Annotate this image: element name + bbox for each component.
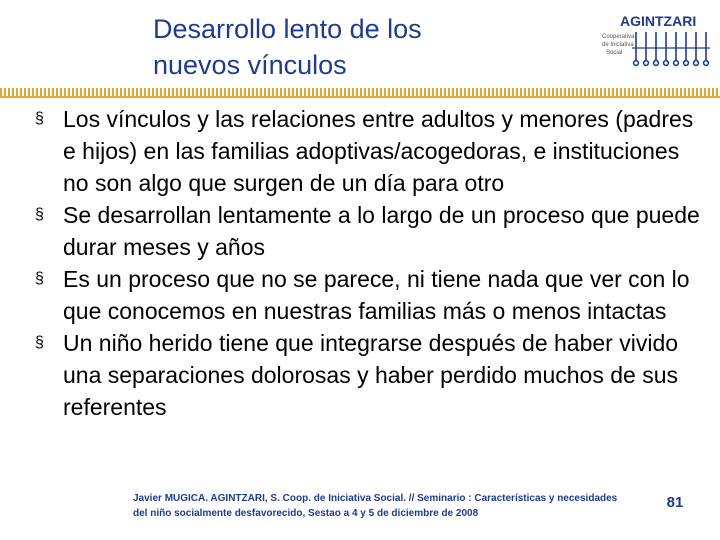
agintzari-logo <box>598 8 716 74</box>
footer-citation: Javier MUGICA. AGINTZARI, S. Coop. de Iniciativa Social. // Seminario : Características y necesidades del niño socialmente desfavorecido, Sestao a 4 y 5 de diciembre de 2008 <box>133 493 618 519</box>
bullet-item <box>35 327 705 423</box>
page-number: 81 <box>666 494 684 511</box>
bullet-marker-icon: § <box>35 270 44 287</box>
bullet-marker-icon: § <box>35 110 44 127</box>
bullet-text: Un niño herido tiene que integrarse después de haber vivido una separaciones dolorosas y haber perdido muchos de sus referentes <box>63 330 679 420</box>
bullet-marker-icon: § <box>35 334 44 351</box>
logo-subtitle-3: Social <box>606 50 623 56</box>
logo-wordmark: AGINTZARI <box>620 13 697 29</box>
bullet-list <box>35 103 705 423</box>
title-divider-line <box>0 96 720 98</box>
logo-figures-icon <box>632 32 710 65</box>
slide-title-line-2: nuevos vínculos <box>153 50 347 80</box>
bullet-item <box>35 103 705 199</box>
bullet-marker-icon: § <box>35 206 44 223</box>
bullet-item <box>35 263 705 327</box>
bullet-text: Los vínculos y las relaciones entre adultos y menores (padres e hijos) en las familias adoptivas/acogedoras, e instituciones no son algo que surgen de un día para otro <box>63 106 694 196</box>
bullet-text: Es un proceso que no se parece, ni tiene nada que ver con lo que conocemos en nuestras familias más o menos intactas <box>63 266 690 324</box>
slide-title-line-1: Desarrollo lento de los <box>153 14 422 44</box>
bullet-text: Se desarrollan lentamente a lo largo de un proceso que puede durar meses y años <box>63 202 700 260</box>
slide-title <box>153 11 573 83</box>
logo-subtitle-1: Cooperativa <box>602 34 635 40</box>
logo-subtitle-2: de Iniciativa <box>602 42 634 48</box>
bullet-item <box>35 199 705 263</box>
